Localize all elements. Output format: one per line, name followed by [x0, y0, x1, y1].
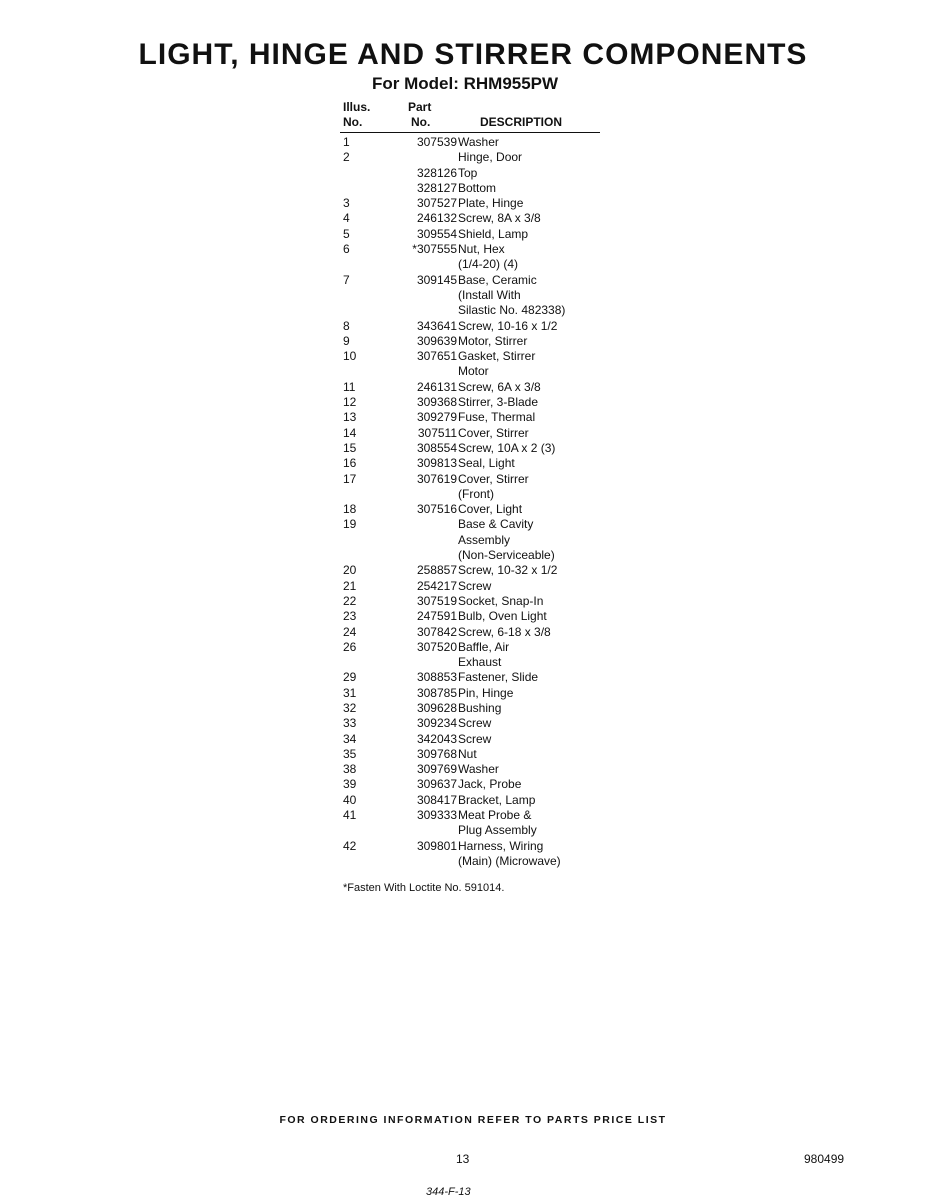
description-cell: Socket, Snap-In — [458, 593, 544, 608]
description-cell: Screw, 6A x 3/8 — [458, 379, 541, 394]
table-row — [340, 762, 600, 777]
table-row — [340, 257, 600, 272]
part-no-cell: 342043 — [416, 731, 457, 746]
part-no-cell: 307842 — [416, 624, 457, 639]
table-row — [340, 456, 600, 471]
part-no-cell: 254217 — [416, 578, 457, 593]
part-no-cell: 309801 — [416, 838, 457, 853]
description-cell: Bulb, Oven Light — [458, 609, 547, 624]
part-no-cell: 307520 — [416, 639, 457, 654]
part-no-cell: 328126 — [416, 165, 457, 180]
part-no-cell: 246131 — [416, 379, 457, 394]
illus-no-cell: 2 — [343, 150, 350, 165]
header-part-no: No. — [411, 115, 431, 129]
table-row — [340, 686, 600, 701]
table-body — [340, 135, 600, 869]
illus-no-cell: 7 — [343, 272, 350, 287]
part-no-cell: 308853 — [416, 670, 457, 685]
part-no-cell: 309333 — [416, 808, 457, 823]
table-row — [340, 487, 600, 502]
description-cell: Bushing — [458, 700, 502, 715]
description-cell: Nut, Hex — [458, 242, 505, 257]
description-cell: Screw — [458, 731, 492, 746]
description-cell: Nut — [458, 746, 477, 761]
illus-no-cell: 20 — [343, 563, 357, 578]
part-no-cell: 309637 — [416, 777, 457, 792]
part-no-cell: *307555 — [412, 242, 457, 257]
table-row — [340, 747, 600, 762]
illus-no-cell: 18 — [343, 502, 357, 517]
illus-no-cell: 26 — [343, 639, 357, 654]
page-number: 13 — [456, 1152, 470, 1166]
table-row — [340, 839, 600, 854]
illus-no-cell: 9 — [343, 333, 350, 348]
part-no-cell: 309368 — [416, 395, 457, 410]
illus-no-cell: 32 — [343, 700, 357, 715]
part-no-cell: 308417 — [416, 792, 457, 807]
table-row — [340, 701, 600, 716]
table-row — [340, 640, 600, 655]
table-row — [340, 472, 600, 487]
illus-no-cell: 5 — [343, 226, 350, 241]
table-row — [340, 150, 600, 165]
description-cell: Baffle, Air — [458, 639, 510, 654]
description-cell: Meat Probe & — [458, 808, 532, 823]
part-no-cell: 307651 — [416, 349, 457, 364]
table-row — [340, 395, 600, 410]
description-cell: Gasket, Stirrer — [458, 349, 536, 364]
part-no-cell: 309628 — [416, 700, 457, 715]
illus-no-cell: 6 — [343, 242, 350, 257]
page-title: LIGHT, HINGE AND STIRRER COMPONENTS — [138, 38, 808, 71]
handwritten-code: 344-F-13 — [426, 1186, 471, 1198]
table-row — [340, 854, 600, 869]
table-row — [340, 594, 600, 609]
illus-no-cell: 41 — [343, 808, 357, 823]
illus-no-cell: 14 — [343, 425, 357, 440]
table-row — [340, 625, 600, 640]
table-row — [340, 563, 600, 578]
description-cell: Cover, Light — [458, 502, 523, 517]
header-illus-no: No. — [343, 115, 363, 129]
table-row — [340, 777, 600, 792]
table-row — [340, 334, 600, 349]
illus-no-cell: 3 — [343, 196, 350, 211]
description-cell: Stirrer, 3-Blade — [458, 395, 539, 410]
part-no-cell: 307539 — [416, 135, 457, 149]
description-cell: Plate, Hinge — [458, 196, 524, 211]
illus-no-cell: 29 — [343, 670, 357, 685]
table-row — [340, 380, 600, 395]
illus-no-cell: 40 — [343, 792, 357, 807]
description-cell: Harness, Wiring — [458, 838, 544, 853]
description-cell: Washer — [458, 135, 499, 149]
illus-no-cell: 4 — [343, 211, 350, 226]
table-row — [340, 548, 600, 563]
description-cell: Washer — [458, 762, 499, 777]
description-cell: Top — [458, 165, 478, 180]
part-no-cell: 307511 — [417, 425, 457, 440]
part-no-cell: 309769 — [416, 762, 457, 777]
part-no-cell: 309768 — [416, 746, 457, 761]
illus-no-cell: 34 — [343, 731, 357, 746]
illus-no-cell: 10 — [343, 349, 357, 364]
table-row — [340, 166, 600, 181]
illus-no-cell: 21 — [343, 578, 357, 593]
part-no-cell: 309813 — [416, 456, 457, 471]
table-row — [340, 135, 600, 150]
part-no-cell: 309554 — [416, 226, 457, 241]
illus-no-cell: 8 — [343, 318, 350, 333]
table-row — [340, 426, 600, 441]
description-cell: Cover, Stirrer — [458, 425, 529, 440]
description-cell: Motor, Stirrer — [458, 333, 528, 348]
description-cell: Cover, Stirrer — [458, 471, 529, 486]
description-cell: Screw, 10-16 x 1/2 — [458, 318, 558, 333]
description-cell: Assembly — [458, 532, 511, 547]
description-cell: (Front) — [458, 486, 494, 501]
description-cell: Screw, 10-32 x 1/2 — [458, 563, 558, 578]
illus-no-cell: 38 — [343, 762, 357, 777]
part-no-cell: 307519 — [416, 593, 457, 608]
description-cell: Base & Cavity — [458, 517, 534, 532]
part-no-cell: 308554 — [416, 440, 457, 455]
header-description: DESCRIPTION — [480, 115, 563, 129]
table-row — [340, 502, 600, 517]
description-cell: Pin, Hinge — [458, 685, 514, 700]
table-row — [340, 303, 600, 318]
table-header — [340, 98, 600, 133]
table-row — [340, 319, 600, 334]
table-row — [340, 227, 600, 242]
part-no-cell: 307619 — [416, 471, 457, 486]
description-cell: Motor — [458, 364, 489, 379]
description-cell: Screw, 10A x 2 (3) — [458, 440, 556, 455]
table-row — [340, 655, 600, 670]
description-cell: (Non-Serviceable) — [458, 548, 555, 563]
description-cell: (Install With — [458, 287, 521, 302]
header-part-label: Part — [408, 100, 432, 114]
parts-table — [340, 98, 600, 869]
table-row — [340, 242, 600, 257]
description-cell: Plug Assembly — [458, 823, 537, 838]
part-no-cell: 309279 — [416, 410, 457, 425]
model-subtitle: For Model: RHM955PW — [372, 74, 559, 93]
illus-no-cell: 42 — [343, 838, 357, 853]
description-cell: Screw, 6-18 x 3/8 — [458, 624, 551, 639]
part-no-cell: 308785 — [416, 685, 457, 700]
illus-no-cell: 17 — [343, 471, 357, 486]
table-row — [340, 410, 600, 425]
description-cell: Jack, Probe — [458, 777, 522, 792]
part-no-cell: 307516 — [416, 502, 457, 517]
illus-no-cell: 19 — [343, 517, 357, 532]
illus-no-cell: 13 — [343, 410, 357, 425]
table-row — [340, 716, 600, 731]
table-row — [340, 364, 600, 379]
table-row — [340, 609, 600, 624]
illus-no-cell: 39 — [343, 777, 357, 792]
table-row — [340, 273, 600, 288]
table-row — [340, 533, 600, 548]
part-no-cell: 247591 — [416, 609, 457, 624]
description-cell: Screw — [458, 578, 492, 593]
part-no-cell: 343641 — [416, 318, 457, 333]
description-cell: Exhaust — [458, 655, 502, 670]
description-cell: (Main) (Microwave) — [458, 853, 561, 868]
description-cell: Fastener, Slide — [458, 670, 539, 685]
table-row — [340, 823, 600, 838]
description-cell: Base, Ceramic — [458, 272, 537, 287]
part-no-cell: 328127 — [416, 180, 457, 195]
document-number: 980499 — [804, 1152, 845, 1166]
footnote: *Fasten With Loctite No. 591014. — [343, 882, 505, 894]
illus-no-cell: 15 — [343, 440, 357, 455]
illus-no-cell: 16 — [343, 456, 357, 471]
table-row — [340, 181, 600, 196]
description-cell: Screw, 8A x 3/8 — [458, 211, 541, 226]
table-row — [340, 196, 600, 211]
ordering-info: FOR ORDERING INFORMATION REFER TO PARTS PRICE LIST — [279, 1114, 667, 1126]
description-cell: Bracket, Lamp — [458, 792, 536, 807]
description-cell: Seal, Light — [458, 456, 515, 471]
table-row — [340, 288, 600, 303]
table-row — [340, 517, 600, 532]
table-row — [340, 579, 600, 594]
table-row — [340, 349, 600, 364]
illus-no-cell: 31 — [343, 685, 357, 700]
description-cell: (1/4-20) (4) — [458, 257, 519, 272]
illus-no-cell: 22 — [343, 593, 357, 608]
illus-no-cell: 12 — [343, 395, 357, 410]
part-no-cell: 309639 — [416, 333, 457, 348]
table-row — [340, 808, 600, 823]
description-cell: Fuse, Thermal — [458, 410, 536, 425]
illus-no-cell: 35 — [343, 746, 357, 761]
description-cell: Hinge, Door — [458, 150, 523, 165]
part-no-cell: 246132 — [416, 211, 457, 226]
illus-no-cell: 33 — [343, 716, 357, 731]
illus-no-cell: 11 — [343, 379, 356, 394]
table-row — [340, 670, 600, 685]
part-no-cell: 309234 — [416, 716, 457, 731]
table-row — [340, 732, 600, 747]
table-row — [340, 211, 600, 226]
description-cell: Bottom — [458, 180, 497, 195]
illus-no-cell: 24 — [343, 624, 357, 639]
table-row — [340, 793, 600, 808]
table-row — [340, 441, 600, 456]
part-no-cell: 307527 — [416, 196, 457, 211]
part-no-cell: 309145 — [416, 272, 457, 287]
description-cell: Shield, Lamp — [458, 226, 529, 241]
part-no-cell: 258857 — [416, 563, 457, 578]
illus-no-cell: 1 — [343, 135, 350, 149]
description-cell: Silastic No. 482338) — [458, 303, 566, 318]
illus-no-cell: 23 — [343, 609, 357, 624]
description-cell: Screw — [458, 716, 492, 731]
header-illus-label: Illus. — [343, 100, 371, 114]
